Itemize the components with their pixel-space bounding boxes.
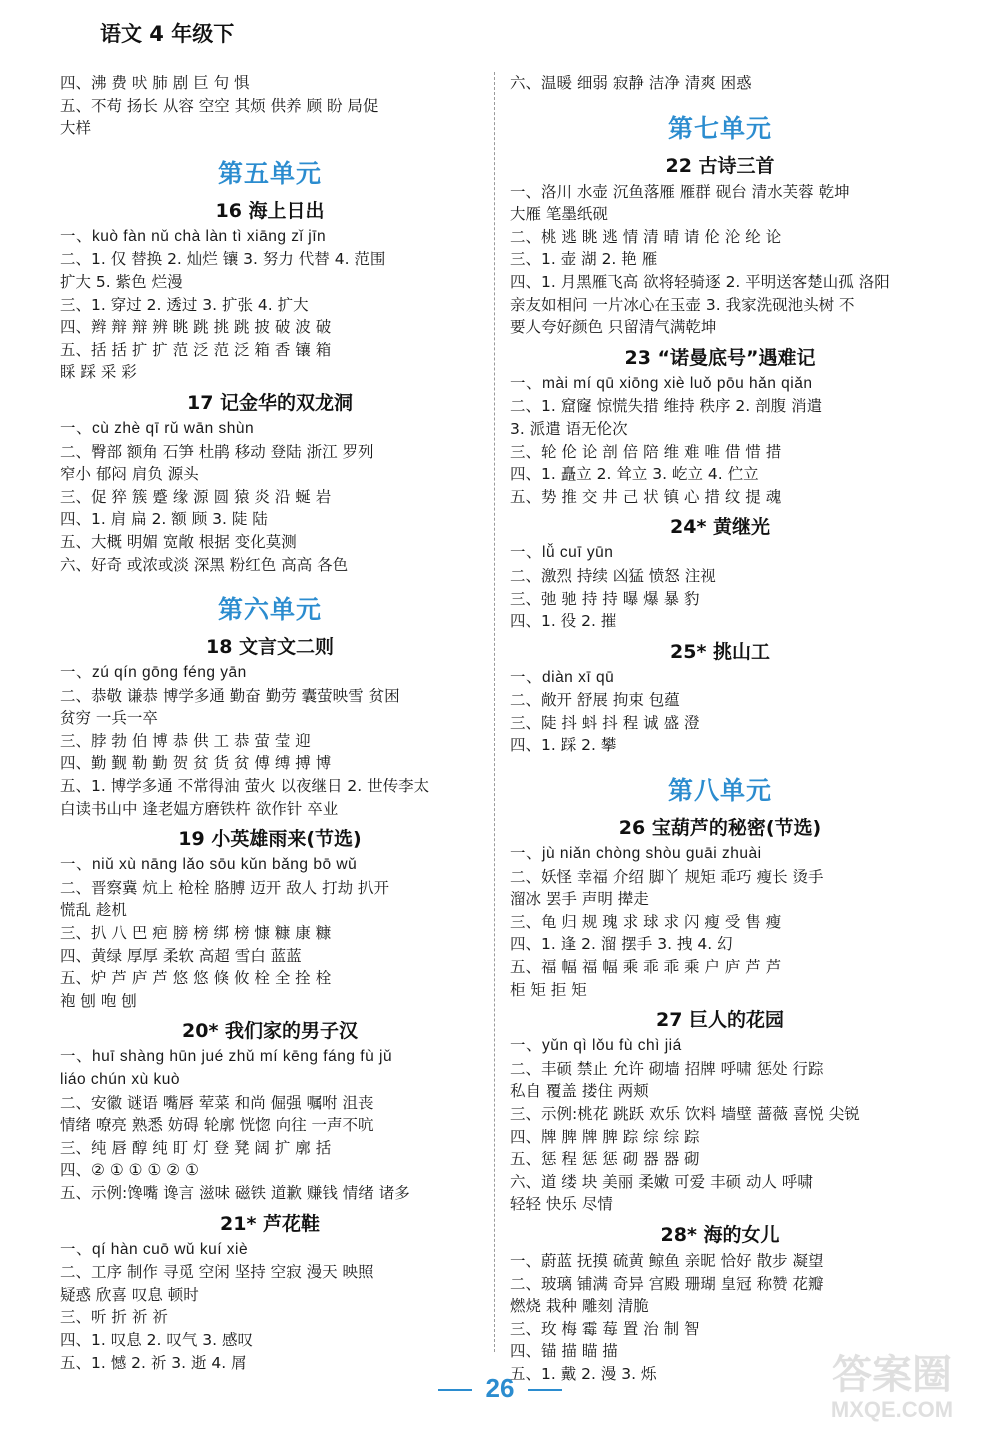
answer-line: 二、桃 逃 眺 逃 情 清 晴 请 伦 沦 纶 论	[510, 227, 782, 246]
answer-line: 溜冰 罢手 声明 撵走	[510, 890, 649, 909]
answer-line: 一、lǚ cuī yūn	[510, 544, 614, 562]
answer-line: 四、1. 月黑雁飞高 欲将轻骑逐 2. 平明送客楚山孤 洛阳	[510, 272, 890, 291]
answer-line: liáo chún xù kuò	[60, 1071, 181, 1088]
lesson-heading: 20* 我们家的男子汉	[182, 1020, 358, 1043]
lesson-heading: 21* 芦花鞋	[220, 1212, 320, 1235]
answer-line: 三、扒 八 巴 疤 膀 榜 绑 榜 慷 糠 康 糠	[60, 924, 332, 943]
unit-heading: 第五单元	[217, 158, 322, 188]
page-number-dash-left	[438, 1389, 472, 1391]
answer-line: 三、龟 归 规 瑰 求 球 求 闪 瘦 受 售 瘦	[510, 912, 782, 931]
answer-line: 二、敞开 舒展 拘束 包蕴	[510, 691, 680, 710]
answer-line: 五、括 括 扩 扩 范 泛 范 泛 箱 香 镶 箱	[60, 340, 332, 359]
lesson-heading: 17 记金华的双龙洞	[186, 391, 354, 414]
answer-line: 四、勤 觐 勒 勤 贺 贫 货 贫 傅 缚 搏 博	[60, 754, 332, 773]
answer-line: 二、工序 制作 寻觅 空闲 坚持 空寂 漫天 映照	[60, 1263, 374, 1282]
lesson-heading: 24* 黄继光	[670, 516, 770, 539]
answer-line: 五、示例:馋嘴 谗言 滋味 磁铁 道歉 赚钱 情绪 诸多	[60, 1183, 410, 1202]
answer-line: 三、示例:桃花 跳跃 欢乐 饮料 墙壁 蔷薇 喜悦 尖锐	[510, 1105, 860, 1123]
answer-line: 三、1. 穿过 2. 透过 3. 扩张 4. 扩大	[60, 295, 309, 314]
answer-line: 六、温暖 细弱 寂静 洁净 清爽 困惑	[510, 74, 752, 92]
answer-line: 一、yǔn qì lǒu fù chì jiá	[510, 1037, 682, 1055]
answer-line: 四、1. 矗立 2. 耸立 3. 屹立 4. 伫立	[510, 465, 759, 484]
answer-line: 二、激烈 持续 凶猛 愤怒 注视	[510, 566, 716, 585]
answer-line: 一、kuò fàn nǔ chà làn tì xiāng zǐ jīn	[60, 227, 327, 245]
answer-line: 四、1. 役 2. 摧	[510, 612, 617, 631]
watermark-line1: 答案圈	[832, 1353, 952, 1397]
answer-line: 四、1. 踩 2. 攀	[510, 736, 617, 755]
answer-line: 二、玻璃 铺满 奇异 宫殿 珊瑚 皇冠 称赞 花瓣	[510, 1274, 824, 1293]
answer-line: 一、diàn xī qū	[510, 668, 615, 686]
lesson-heading: 25* 挑山工	[670, 640, 770, 663]
answer-line: 一、洛川 水壶 沉鱼落雁 雁群 砚台 清水芙蓉 乾坤	[510, 182, 850, 201]
page-number-dash-right	[528, 1389, 562, 1391]
page-header: 语文 4 年级下	[100, 22, 235, 46]
answer-line: 三、促 猝 簇 蹙 缘 源 圆 猿 炎 沿 蜒 岩	[60, 487, 332, 506]
answer-line: 六、道 缕 块 美丽 柔嫩 可爱 丰硕 动人 呼啸	[510, 1172, 813, 1191]
lesson-heading: 27 巨人的花园	[655, 1009, 785, 1032]
answer-line: 二、1. 仅 替换 2. 灿烂 镶 3. 努力 代替 4. 范围	[60, 250, 386, 269]
watermark-line2: MXQE.COM	[830, 1397, 954, 1422]
answer-line: 四、沸 费 吠 肺 剧 巨 句 惧	[60, 74, 250, 92]
answer-line: 一、zú qín gōng féng yān	[60, 664, 247, 682]
answer-line: 疑惑 欣喜 叹息 顿时	[60, 1285, 199, 1304]
lesson-heading: 18 文言文二则	[205, 636, 335, 659]
answer-line: 三、轮 伦 论 剖 倍 陪 维 难 唯 借 惜 措	[510, 442, 782, 461]
lesson-heading: 28* 海的女儿	[660, 1223, 780, 1246]
answer-line: 二、丰硕 禁止 允许 砌墙 招牌 呼啸 惩处 行踪	[510, 1059, 824, 1078]
answer-line: 贫穷 一兵一卒	[60, 709, 158, 728]
answer-line: 五、1. 戴 2. 漫 3. 烁	[510, 1364, 657, 1383]
unit-heading: 第七单元	[667, 113, 772, 143]
answer-line: 五、势 推 交 井 己 状 镇 心 措 纹 提 魂	[510, 487, 782, 506]
answer-line: 一、蔚蓝 抚摸 硫黄 鲸鱼 亲昵 恰好 散步 凝望	[510, 1251, 824, 1270]
answer-line: 四、辫 辩 辩 辨 眺 跳 挑 跳 披 破 波 破	[60, 318, 332, 337]
answer-line: 四、1. 叹息 2. 叹气 3. 感叹	[60, 1330, 254, 1349]
answer-line: 三、脖 勃 伯 博 恭 供 工 恭 萤 莹 迎	[60, 731, 311, 750]
answer-line: 二、安徽 谜语 嘴唇 荤菜 和尚 倔强 嘱咐 沮丧	[60, 1093, 374, 1112]
lesson-heading: 26 宝葫芦的秘密(节选)	[618, 817, 822, 840]
page-number-text: 26	[485, 1373, 515, 1403]
answer-line: 大雁 笔墨纸砚	[510, 205, 608, 224]
answer-line: 窄小 郁闷 肩负 源头	[60, 465, 199, 484]
answer-line: 轻轻 快乐 尽情	[510, 1195, 613, 1214]
answer-line: 私自 覆盖 搂住 两颊	[510, 1082, 649, 1101]
answer-line: 燃烧 栽种 雕刻 清脆	[510, 1297, 649, 1316]
answer-line: 一、jù niǎn chòng shòu guāi zhuài	[510, 845, 762, 863]
answer-line: 要人夸好颜色 只留清气满乾坤	[510, 318, 717, 337]
right-column	[510, 72, 930, 1386]
answer-line: 柜 矩 拒 矩	[510, 980, 587, 999]
answer-line: 一、cù zhè qī rǔ wān shùn	[60, 419, 255, 437]
answer-line: 三、弛 驰 持 持 曝 爆 暴 豹	[510, 589, 700, 608]
answer-line: 三、纯 唇 醇 纯 盯 灯 登 凳 阔 扩 廓 括	[60, 1138, 332, 1157]
answer-line: 三、陡 抖 蚪 抖 程 诚 盛 澄	[510, 713, 700, 732]
answer-line: 五、不苟 扬长 从容 空空 其烦 供养 顾 盼 局促	[60, 96, 379, 115]
answer-line: 四、锚 描 瞄 描	[510, 1342, 618, 1361]
answer-line: 一、niǔ xù nāng lǎo sōu kǔn bǎng bō wǔ	[60, 856, 358, 874]
answer-line: 三、听 折 祈 祈	[60, 1308, 168, 1327]
answer-line: 袍 刨 咆 刨	[60, 991, 137, 1010]
answer-line: 三、1. 壶 湖 2. 艳 雁	[510, 250, 658, 269]
answer-line: 大样	[60, 119, 92, 138]
left-column	[60, 72, 480, 1374]
unit-heading: 第六单元	[217, 595, 322, 625]
answer-line: 二、恭敬 谦恭 博学多通 勤奋 勤劳 囊萤映雪 贫困	[60, 686, 400, 705]
answer-line: 情绪 嘹亮 熟悉 妨碍 轮廓 恍惚 向往 一声不吭	[60, 1116, 374, 1135]
answer-line: 四、牌 脾 牌 脾 踪 综 综 踪	[510, 1127, 700, 1146]
answer-line: 四、黄绿 厚厚 柔软 高超 雪白 蓝蓝	[60, 946, 302, 965]
answer-line: 一、huī shàng hūn jué zhǔ mí kēng fáng fù jǔ	[60, 1048, 393, 1066]
watermark-logo	[792, 1353, 992, 1423]
answer-line: 睬 踩 采 彩	[60, 363, 137, 382]
answer-line: 一、mài mí qū xiōng xiè luǒ pōu hǎn qiǎn	[510, 374, 813, 392]
answer-line: 二、晋察冀 炕上 枪栓 胳膊 迈开 敌人 打劫 扒开	[60, 878, 389, 897]
answer-line: 六、好奇 或浓或淡 深黑 粉红色 高高 各色	[60, 555, 349, 574]
answer-line: 五、1. 憾 2. 祈 3. 逝 4. 屑	[60, 1353, 247, 1372]
answer-line: 二、1. 窟窿 惊慌失措 维持 秩序 2. 剖腹 消遣	[510, 397, 823, 416]
answer-line: 五、1. 博学多通 不常得油 萤火 以夜继日 2. 世传李太	[60, 777, 430, 796]
answer-line: 扩大 5. 紫色 烂漫	[60, 272, 183, 291]
answer-line: 二、臀部 额角 石笋 杜鹃 移动 登陆 浙江 罗列	[60, 442, 374, 461]
lesson-heading: 19 小英雄雨来(节选)	[178, 828, 362, 851]
answer-line: 三、玫 梅 霉 莓 置 治 制 智	[510, 1319, 700, 1338]
column-divider	[494, 72, 495, 1352]
answer-line: 一、qí hàn cuō wǔ kuí xiè	[60, 1240, 249, 1258]
answer-line: 五、大概 明媚 宽敞 根据 变化莫测	[60, 532, 297, 551]
lesson-heading: 23 “诺曼底号”遇难记	[624, 346, 816, 369]
unit-heading: 第八单元	[667, 776, 772, 806]
answer-line: 慌乱 趁机	[60, 901, 127, 920]
answer-line: 二、妖怪 幸福 介绍 脚丫 规矩 乖巧 瘦长 烫手	[510, 867, 824, 886]
lesson-heading: 16 海上日出	[215, 199, 325, 222]
answer-line: 亲友如相问 一片冰心在玉壶 3. 我家洗砚池头树 不	[510, 295, 855, 314]
lesson-heading: 22 古诗三首	[665, 154, 775, 177]
answer-line: 四、② ① ① ① ② ①	[60, 1161, 200, 1180]
answer-line: 3. 派遣 语无伦次	[510, 419, 628, 438]
answer-line: 五、惩 程 惩 惩 砌 器 器 砌	[510, 1150, 700, 1169]
answer-line: 四、1. 肩 扁 2. 额 顾 3. 陡 陆	[60, 510, 268, 529]
answer-line: 白读书山中 逢老媪方磨铁杵 欲作针 卒业	[60, 799, 339, 818]
answer-line: 五、炉 芦 庐 芦 悠 悠 倏 攸 栓 全 拴 栓	[60, 969, 332, 988]
answer-line: 五、福 幅 福 幅 乘 乖 乖 乘 户 庐 芦 芦	[510, 958, 782, 977]
answer-line: 四、1. 逢 2. 溜 摆手 3. 拽 4. 幻	[510, 935, 733, 954]
